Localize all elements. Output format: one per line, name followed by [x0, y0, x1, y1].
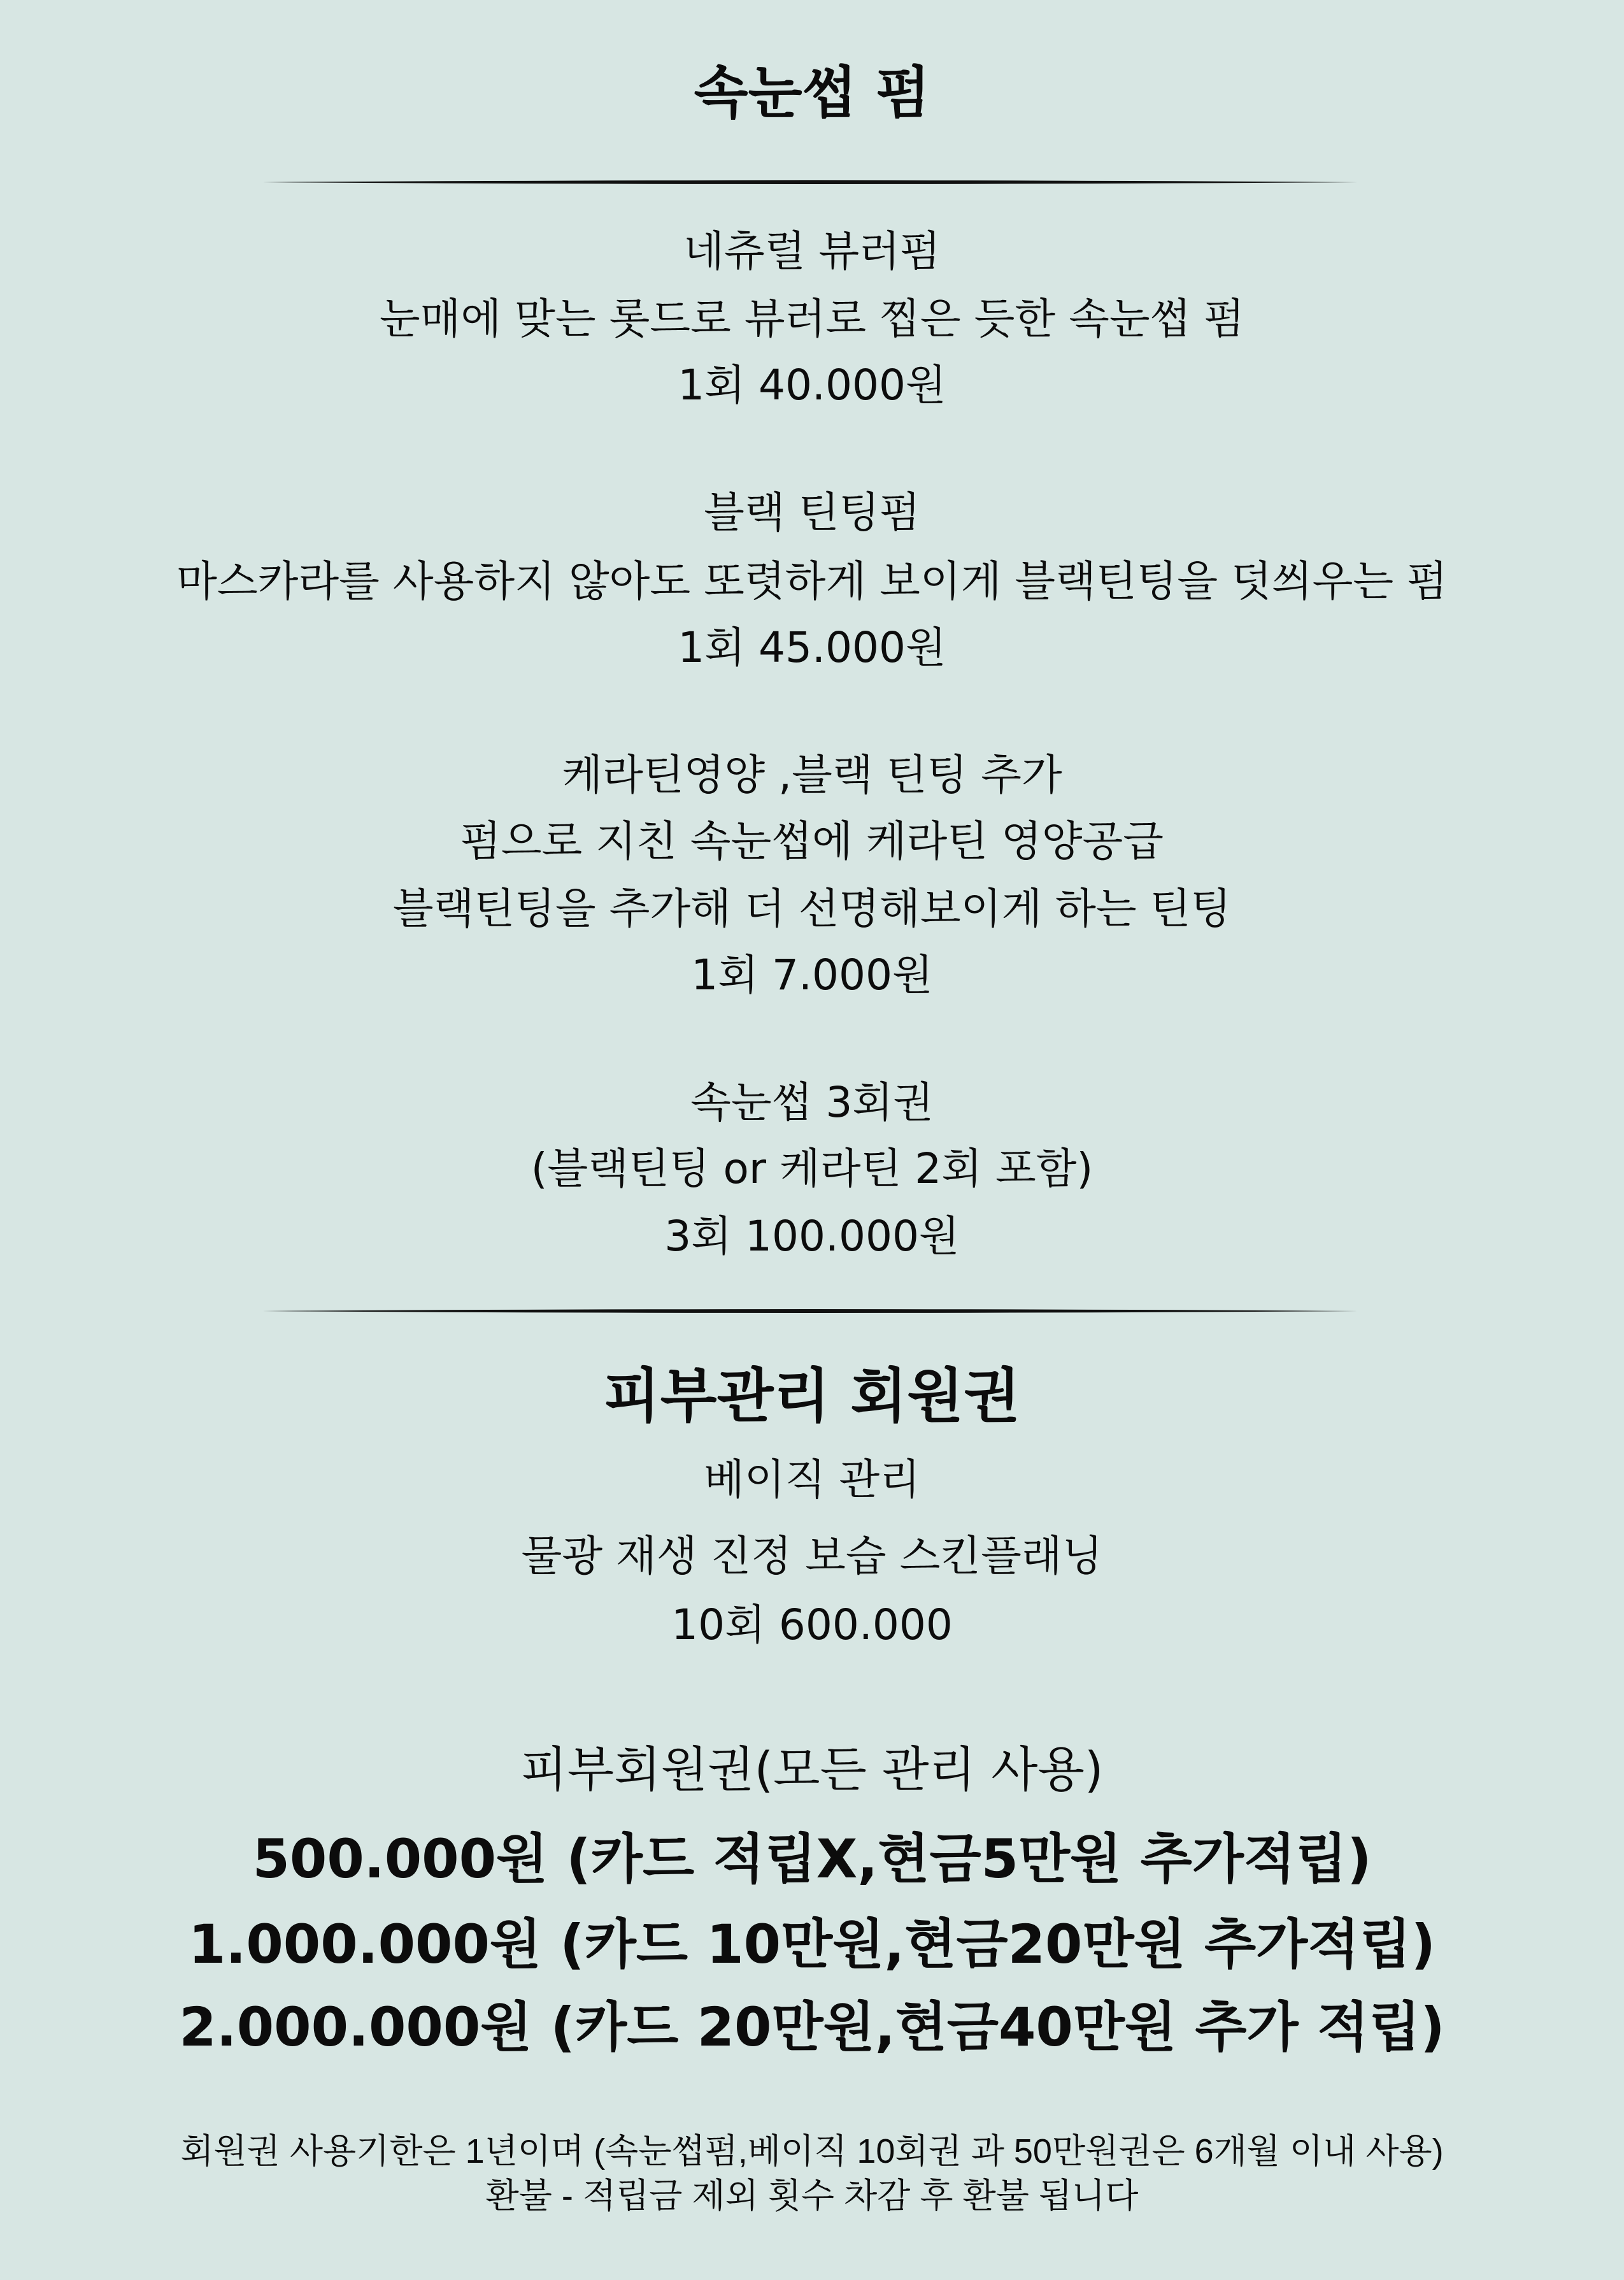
lash-perm-title: 속눈썹 펌	[694, 60, 930, 125]
middle-divider	[262, 1308, 1358, 1314]
keratin-addon-name: 케라틴영양 ,블랙 틴팅 추가	[562, 750, 1062, 799]
membership-tier-2m: 2.000.000원 (카드 20만원,현금40만원 추가 적립)	[179, 1996, 1445, 2058]
lash-package-desc: (블랙틴팅 or 케라틴 2회 포함)	[531, 1144, 1093, 1193]
skin-care-title: 피부관리 회원권	[603, 1362, 1021, 1430]
basic-care-price: 10회 600.000	[671, 1600, 953, 1649]
natural-perm-price: 1회 40.000원	[678, 361, 946, 410]
membership-tier-500k: 500.000원 (카드 적립X,현금5만원 추가적립)	[252, 1828, 1372, 1890]
keratin-addon-desc-1: 펌으로 지친 속눈썹에 케라틴 영양공급	[460, 817, 1164, 866]
keratin-addon-price: 1회 7.000원	[691, 950, 933, 1000]
footer-note-refund: 환불 - 적립금 제외 횟수 차감 후 환불 됩니다	[485, 2177, 1139, 2215]
keratin-addon-desc-2: 블랙틴팅을 추가해 더 선명해보이게 하는 틴팅	[392, 884, 1232, 933]
black-tinting-perm-name: 블랙 틴팅펌	[704, 488, 920, 537]
natural-perm-desc: 눈매에 맞는 롯드로 뷰러로 찝은 듯한 속눈썹 펌	[379, 294, 1245, 343]
lash-package-name: 속눈썹 3회권	[690, 1078, 934, 1127]
top-divider	[262, 180, 1358, 185]
basic-care-name: 베이직 관리	[704, 1455, 920, 1504]
footer-note-validity: 회원권 사용기한은 1년이며 (속눈썹펌,베이직 10회권 과 50만원권은 6개월 이내 사용)	[180, 2132, 1444, 2170]
lash-package-price: 3회 100.000원	[664, 1212, 960, 1261]
black-tinting-perm-desc: 마스카라를 사용하지 않아도 또렷하게 보이게 블랙틴팅을 덧씌우는 펌	[176, 557, 1448, 606]
basic-care-desc: 물광 재생 진정 보습 스킨플래닝	[521, 1531, 1103, 1581]
natural-perm-name: 네츄럴 뷰러펌	[683, 227, 941, 276]
membership-title: 피부회원권(모든 관리 사용)	[520, 1741, 1104, 1798]
membership-tier-1m: 1.000.000원 (카드 10만원,현금20만원 추가적립)	[188, 1913, 1436, 1975]
black-tinting-perm-price: 1회 45.000원	[678, 623, 946, 672]
